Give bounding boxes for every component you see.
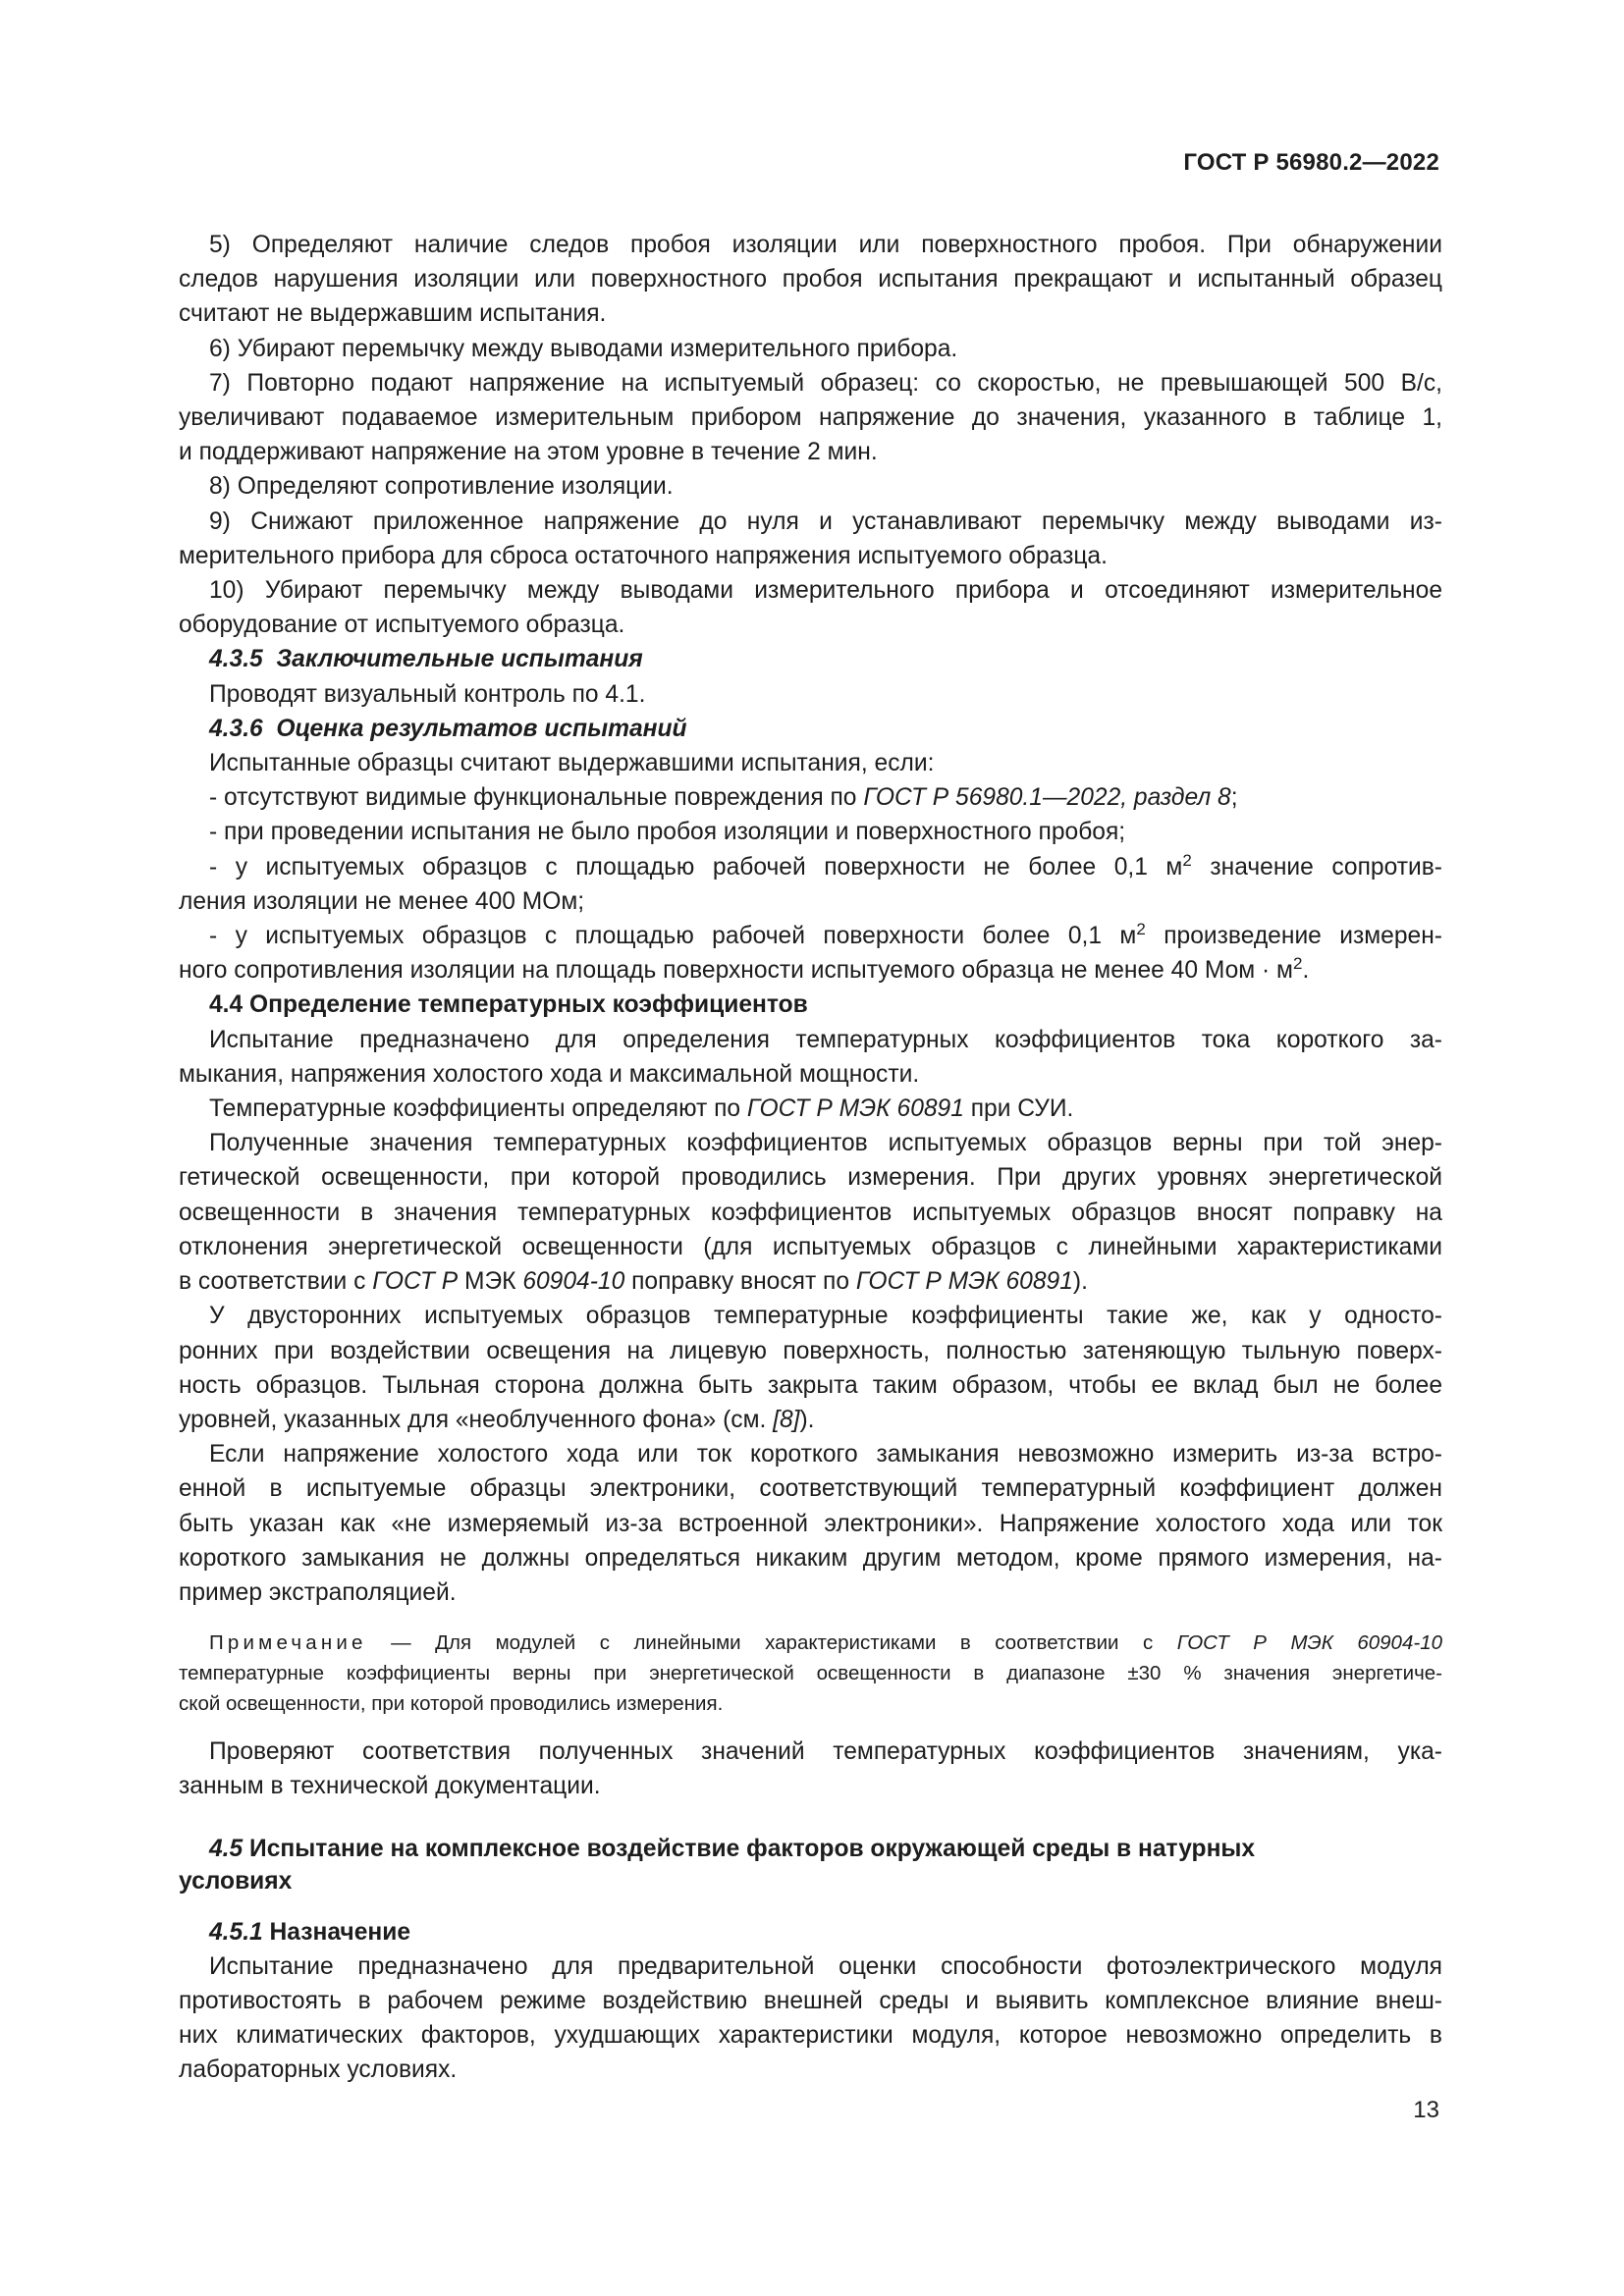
text-line: следов нарушения изоляции или поверхностного пробоя испытания прекращают и испытанный образец [179, 266, 1442, 294]
section-4-3-6-heading: 4.3.6 Оценка результатов испытаний [209, 715, 687, 742]
page-number: 13 [1413, 2097, 1439, 2123]
step-7 [179, 366, 1442, 470]
section-4-5-1: 4.5.1 Назначение Испытание предназначено для предварительной оценки способности фотоэлектрического модуля противостоять в рабочем режиме воздействию внешней среды и выявить комплексное влияние внеш- них климатических факторов, ухудшающих характеристики модуля, которое невозможно определить в лабораторных условиях. [179, 1915, 1442, 2088]
bullet-item: - у испытуемых образцов с площадью рабочей поверхности не более 0,1 $м^2$ значение сопротив- ления изоляции не менее 400 МОм; [179, 850, 1442, 915]
section-4-4-heading: 4.4 Определение температурных коэффициентов [209, 991, 808, 1019]
section-4-5-1-heading: 4.5.1 Назначение [209, 1918, 411, 1946]
text-line: 9) Снижают приложенное напряжение до нуля и устанавливают перемычку между выводами из- [209, 507, 1442, 535]
paragraph: Проверяют соответствия полученных значений температурных коэффициентов значениям, ука- занным в технической документации. [179, 1738, 1442, 1800]
section-4-3-6-intro: Испытанные образцы считают выдержавшими испытания, если: [209, 750, 935, 777]
step-10 [179, 573, 1442, 642]
step-8: 8) Определяют сопротивление изоляции. [209, 473, 674, 501]
bullet-item: - при проведении испытания не было пробоя изоляции и поверхностного пробоя; [209, 819, 1126, 846]
text-line: увеличивают подаваемое измерительным прибором напряжение до значения, указанного в таблице 1, [179, 404, 1442, 432]
step-6: 6) Убирают перемычку между выводами измерительного прибора. [209, 335, 958, 362]
note-label: Примечание [209, 1631, 367, 1655]
bullet-item: - у испытуемых образцов с площадью рабочей поверхности более 0,1 $м^2$ произведение измерен- ного сопротивления изоляции на площадь поверхности испытуемого образца не менее 40 Мом · $м^2$. [179, 920, 1442, 985]
document-body [179, 228, 1442, 2088]
step-9 [179, 505, 1442, 573]
paragraph: Температурные коэффициенты определяют по ГОСТ Р МЭК 60891 при СУИ. [209, 1095, 1074, 1123]
text-line: 10) Убирают перемычку между выводами измерительного прибора и отсоединяют измерительное [209, 577, 1442, 605]
text-line: считают не выдержавшим испытания. [179, 300, 607, 328]
text-line: мерительного прибора для сброса остаточного напряжения испытуемого образца. [179, 542, 1108, 569]
text-line: и поддерживают напряжение на этом уровне в течение 2 мин. [179, 439, 878, 466]
paragraph: Если напряжение холостого хода или ток короткого замыкания невозможно измерить из-за встро- енной в испытуемые образцы электроники, соответствующий температурный коэффициент должен быть указан как «не измеряемый из-за встроенной электроники». Напряжение холостого хода или ток короткого замыкания не должны определяться никаким другим методом, кроме прямого измерения, на- пример экстраполяцией. [179, 1441, 1442, 1606]
step-5 [179, 228, 1442, 332]
paragraph: Испытание предназначено для определения температурных коэффициентов тока короткого за- мыкания, напряжения холостого хода и максимальной мощности. [179, 1026, 1442, 1088]
section-4-5-heading: 4.5 Испытание на комплексное воздействие факторов окружающей среды в натурных условиях [179, 1835, 1256, 1895]
section-4-3-5-text: Проводят визуальный контроль по 4.1. [209, 680, 646, 708]
section-4-3-5-heading: 4.3.5 Заключительные испытания [209, 646, 643, 673]
text-line: оборудование от испытуемого образца. [179, 612, 625, 639]
bullet-item: - отсутствуют видимые функциональные повреждения по ГОСТ Р 56980.1—2022, раздел 8; [209, 784, 1238, 812]
text-line: 7) Повторно подают напряжение на испытуемый образец: со скоростью, не превышающей 500 В/с, [209, 369, 1442, 397]
paragraph: У двусторонних испытуемых образцов температурные коэффициенты такие же, как у односто- ронних при воздействии освещения на лицевую поверхность, полностью затеняющую тыльную поверх- ность образцов. Тыльная сторона должна быть закрыта таким образом, чтобы ее вклад был не более уровней, указанных для «необлученного фона» (см. [8]). [179, 1303, 1442, 1433]
note-block: Примечание — Для модулей с линейными характеристиками в соответствии с ГОСТ Р МЭК 60904-10 температурные коэффициенты верны при энергетической освещенности в диапазоне ±30 % значения энергетиче- ской освещенности, при которой проводились измерения. [179, 1631, 1442, 1716]
text-line: 5) Определяют наличие следов пробоя изоляции или поверхностного пробоя. При обнаружении [209, 232, 1442, 258]
paragraph: Полученные значения температурных коэффициентов испытуемых образцов верны при той энер- гетической освещенности, при которой проводились измерения. При других уровнях энергетической освещенности в значения температурных коэффициентов испытуемых образцов вносят поправку на отклонения энергетической освещенности (для испытуемых образцов с линейными характеристиками в соответствии с ГОСТ Р МЭК 60904-10 поправку вносят по ГОСТ Р МЭК 60891). [179, 1130, 1442, 1296]
document-header-id: ГОСТ Р 56980.2—2022 [1183, 149, 1439, 176]
